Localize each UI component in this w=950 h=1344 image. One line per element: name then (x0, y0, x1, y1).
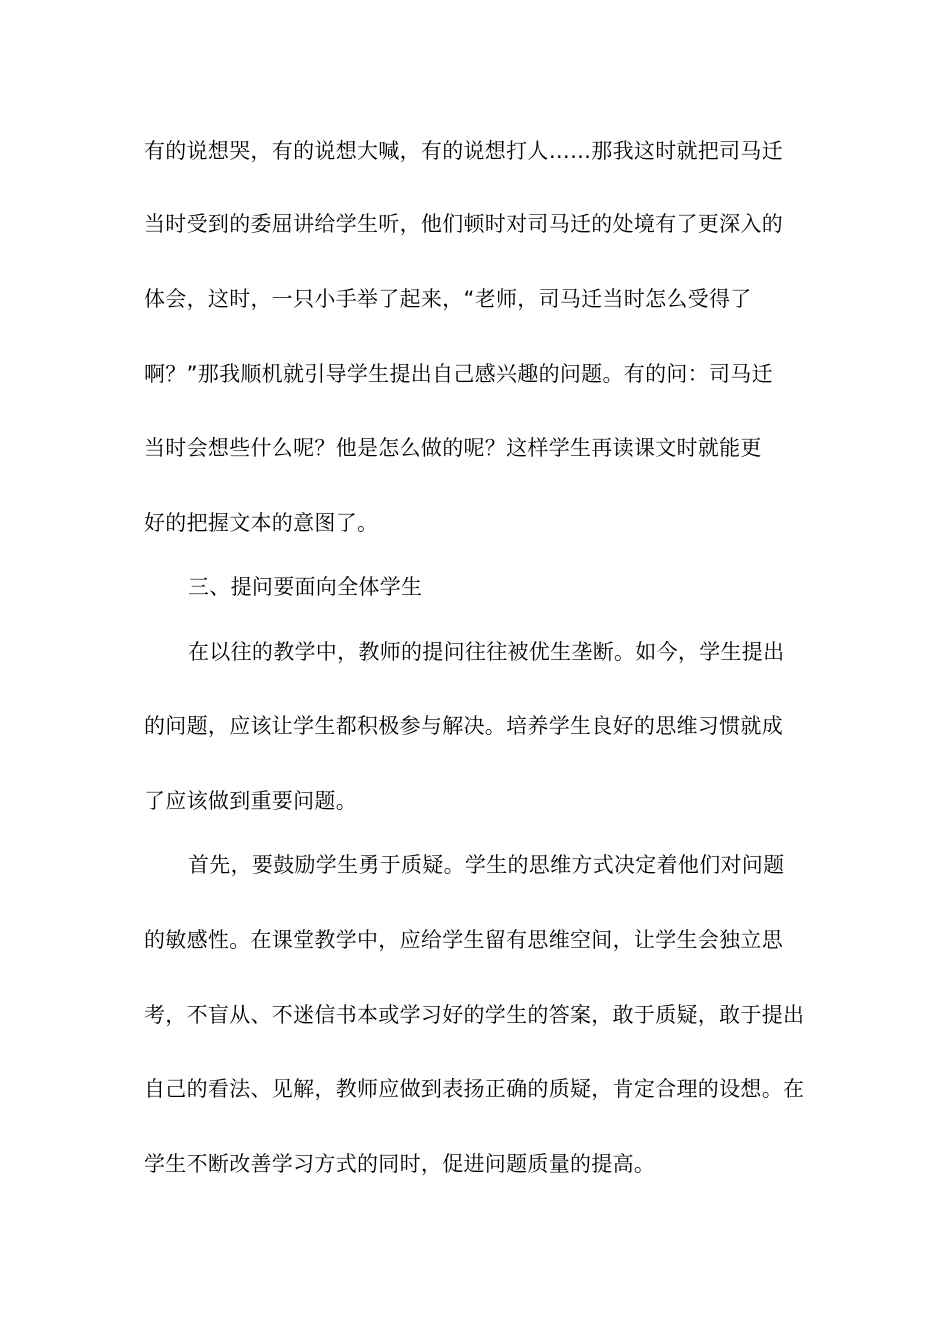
paragraph-2-line-3: 了应该做到重要问题。 (144, 789, 357, 813)
paragraph-3-line-2: 的敏感性。在课堂教学中，应给学生留有思维空间，让学生会独立思 (144, 928, 783, 952)
paragraph-2-line-1: 在以往的教学中，教师的提问往往被优生垄断。如今，学生提出 (188, 640, 785, 664)
paragraph-1-line-6: 好的把握文本的意图了。 (144, 511, 379, 535)
paragraph-1-line-5: 当时会想些什么呢？他是怎么做的呢？这样学生再读课文时就能更 (144, 436, 762, 460)
paragraph-3-line-1: 首先，要鼓励学生勇于质疑。学生的思维方式决定着他们对问题 (188, 853, 785, 877)
paragraph-1-line-1: 有的说想哭，有的说想大喊，有的说想打人……那我这时就把司马迁 (144, 139, 783, 163)
section-heading: 三、提问要面向全体学生 (188, 575, 423, 599)
paragraph-1-line-2: 当时受到的委屈讲给学生听，他们顿时对司马迁的处境有了更深入的 (144, 212, 783, 236)
paragraph-1-line-4: 啊？”那我顺机就引导学生提出自己感兴趣的问题。有的问：司马迁 (144, 362, 773, 386)
paragraph-3-line-4: 自己的看法、见解，教师应做到表扬正确的质疑，肯定合理的设想。在 (144, 1077, 805, 1101)
paragraph-2-line-2: 的问题，应该让学生都积极参与解决。培养学生良好的思维习惯就成 (144, 714, 783, 738)
paragraph-1-line-3: 体会，这时，一只小手举了起来，“老师，司马迁当时怎么受得了 (144, 287, 752, 311)
paragraph-3-line-5: 学生不断改善学习方式的同时，促进问题质量的提高。 (144, 1152, 656, 1176)
paragraph-3-line-3: 考，不盲从、不迷信书本或学习好的学生的答案，敢于质疑，敢于提出 (144, 1003, 805, 1027)
